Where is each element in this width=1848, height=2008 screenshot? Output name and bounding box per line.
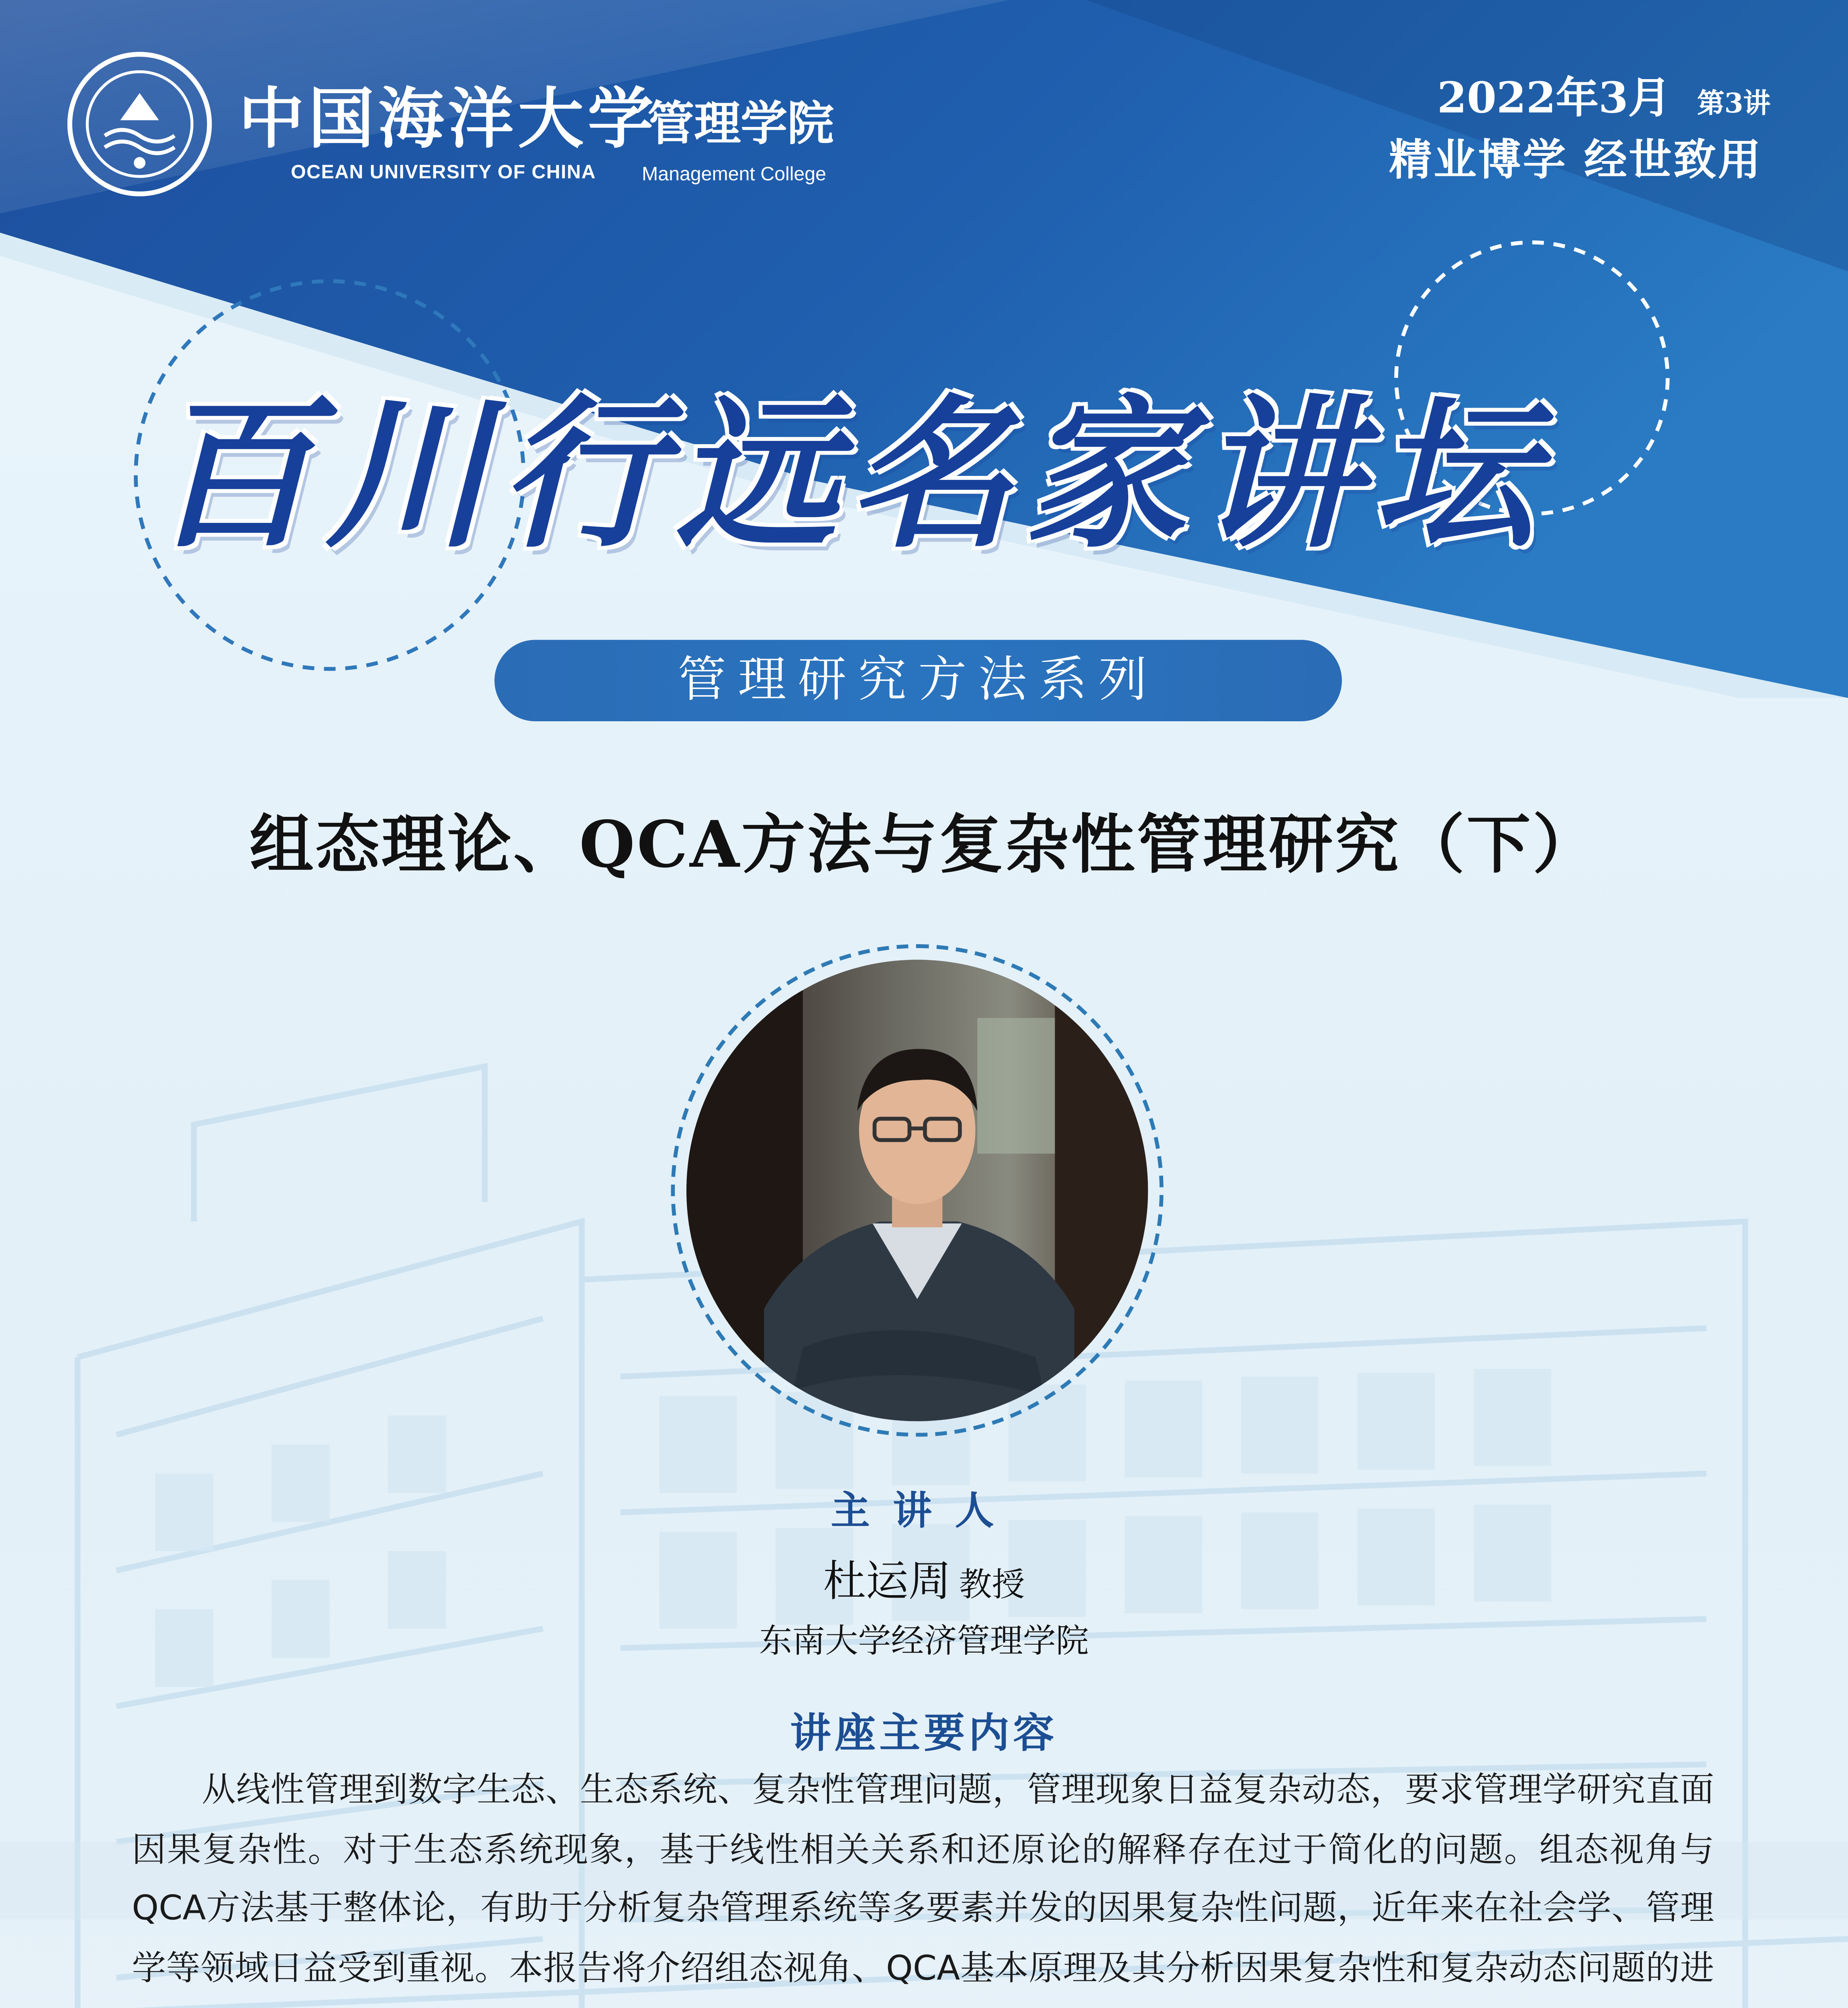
speaker-photo [686,960,1148,1421]
university-name-en: OCEAN UNIVERSITY OF CHINA [291,163,596,184]
college-name-en: Management College [642,165,826,186]
issue-info [1437,66,1770,126]
speaker-affiliation: 东南大学经济管理学院 [759,1622,1089,1662]
speaker-heading: 主讲人 [831,1487,1017,1534]
content-paragraph: 从线性管理到数字生态、生态系统、复杂性管理问题，管理现象日益复杂动态，要求管理学研究直面因果复杂性。对于生态系统现象，基于线性相关关系和还原论的解释存在过于简化的问题。组态视角与QCA方法基于整体论，有助于分析复杂管理系统等多要素并发的因果复杂性问题，近年来在社会学、管理学等领域日益受到重视。本报告将介绍组态视角、QCA基本原理及其分析因果复杂性和复杂动态问题的进 [132,1772,1714,1989]
issue-number: 第3讲 [1697,89,1770,120]
speaker-name: 杜运周 [823,1559,952,1608]
speaker-title: 教授 [959,1566,1025,1606]
college-name: 管理学院 [647,97,834,151]
issue-date: 2022年3月 [1437,73,1671,124]
content-heading: 讲座主要内容 [790,1708,1058,1757]
university-seal-icon [66,51,213,198]
speaker-line [0,1549,1848,1609]
university-name: 中国海洋大学 [238,81,658,159]
series-badge: 管理研究方法系列 [494,640,1342,721]
forum-title: 百川行远名家讲坛 [151,378,1548,570]
college-motto: 精业博学 经世致用 [1389,137,1763,186]
lecture-title: 组态理论、QCA方法与复杂性管理研究（下） [249,806,1599,882]
